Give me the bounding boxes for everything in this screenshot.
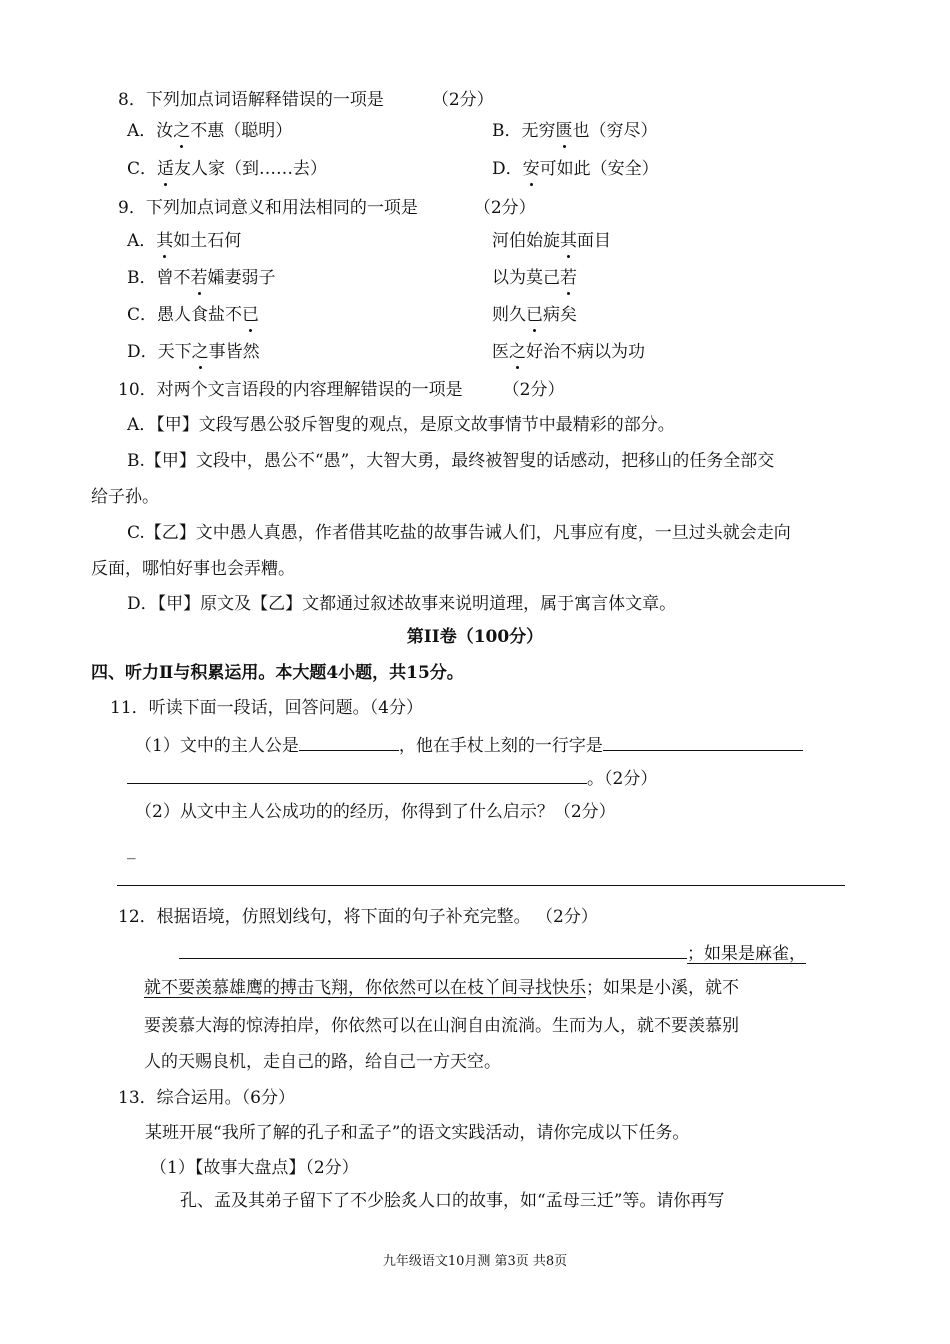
q10-option-c-line1: C.【乙】文中愚人真愚，作者借其吃盐的故事告诫人们，凡事应有度，一旦过头就会走向 bbox=[127, 523, 791, 543]
q10-option-b-line2: 给子孙。 bbox=[91, 487, 159, 507]
q11-sub1-line1: （1）文中的主人公是 ，他在手杖上刻的一行字是 bbox=[135, 732, 803, 758]
q12-line2: 就不要羡慕雄鹰的搏击飞翔，你依然可以在枝丫间寻找快乐；如果是小溪，就不 bbox=[144, 978, 739, 998]
q13-sub1: （1）【故事大盘点】（2分） bbox=[150, 1158, 359, 1178]
q13-intro: 某班开展“我所了解的孔子和孟子”的语文实践活动，请你完成以下任务。 bbox=[145, 1123, 690, 1143]
q10-option-c-line2: 反面，哪怕好事也会弄糟。 bbox=[91, 559, 295, 579]
q10-option-b-line1: B.【甲】文段中，愚公不“愚”，大智大勇，最终被智叟的话感动，把移山的任务全部交 bbox=[127, 451, 775, 471]
q12-line3: 要羡慕大海的惊涛拍岸，你依然可以在山涧自由流淌。生而为人，就不要羡慕别 bbox=[144, 1016, 739, 1036]
q11-inscription-blank[interactable] bbox=[603, 732, 803, 751]
q9-option-c-left: C．愚人食盐不已 bbox=[127, 305, 260, 325]
q12-line1: ；如果是麻雀， bbox=[179, 940, 806, 966]
q11-protagonist-blank[interactable] bbox=[299, 732, 399, 751]
q8-option-b: B．无穷匮也（穷尽） bbox=[492, 121, 658, 141]
q9-option-a-left: A．其如土石何 bbox=[127, 231, 242, 251]
q11-stem: 11．听读下面一段话，回答问题。（4分） bbox=[110, 698, 423, 718]
page-footer: 九年级语文10月测 第3页 共8页 bbox=[382, 1254, 568, 1269]
q13-stem: 13．综合运用。（6分） bbox=[118, 1088, 295, 1108]
q8-stem: 8．下列加点词语解释错误的一项是 （2分） bbox=[118, 90, 494, 110]
q13-text: 孔、孟及其弟子留下了不少脍炙人口的故事，如“孟母三迁”等。请你再写 bbox=[180, 1191, 725, 1211]
q9-option-b-left: B．曾不若孀妻弱子 bbox=[127, 268, 276, 288]
q10-stem: 10．对两个文言语段的内容理解错误的一项是 （2分） bbox=[118, 380, 565, 400]
q12-line4: 人的天赐良机，走自己的路，给自己一方天空。 bbox=[144, 1052, 501, 1072]
q11-answer-line[interactable] bbox=[117, 885, 845, 886]
q10-option-d: D．【甲】原文及【乙】文都通过叙述故事来说明道理，属于寓言体文章。 bbox=[127, 594, 677, 614]
q8-option-a: A．汝之不惠（聪明） bbox=[127, 121, 293, 141]
q9-stem: 9．下列加点词意义和用法相同的一项是 （2分） bbox=[118, 198, 536, 218]
q8-option-c: C．适友人家（到……去） bbox=[127, 159, 328, 179]
q12-stem: 12．根据语境，仿照划线句，将下面的句子补充完整。 （2分） bbox=[118, 907, 598, 927]
q12-answer-blank[interactable] bbox=[179, 940, 687, 959]
q9-option-a-right: 河伯始旋其面目 bbox=[492, 231, 611, 251]
q10-option-a: A．【甲】文段写愚公驳斥智叟的观点，是原文故事情节中最精彩的部分。 bbox=[127, 415, 675, 435]
q11-inscription-blank-2[interactable] bbox=[127, 765, 587, 784]
part4-heading: 四、听力Ⅱ与积累运用。本大题4小题，共15分。 bbox=[91, 663, 464, 683]
q8-option-d: D．安可如此（安全） bbox=[492, 159, 659, 179]
q11-sub1-line2: 。（2分） bbox=[127, 765, 657, 791]
q11-sub2: （2）从文中主人公成功的的经历，你得到了什么启示？（2分） bbox=[135, 802, 616, 822]
q9-option-b-right: 以为莫己若 bbox=[492, 268, 577, 288]
q9-option-c-right: 则久已病矣 bbox=[492, 305, 577, 325]
section-title: 第II卷（100分） bbox=[406, 627, 544, 647]
q11-answer-dash: _ bbox=[127, 840, 136, 860]
q9-option-d-left: D．天下之事皆然 bbox=[127, 342, 260, 362]
q9-option-d-right: 医之好治不病以为功 bbox=[492, 342, 645, 362]
q12-underlined-sentence: 就不要羡慕雄鹰的搏击飞翔，你依然可以在枝丫间寻找快乐 bbox=[144, 978, 586, 998]
